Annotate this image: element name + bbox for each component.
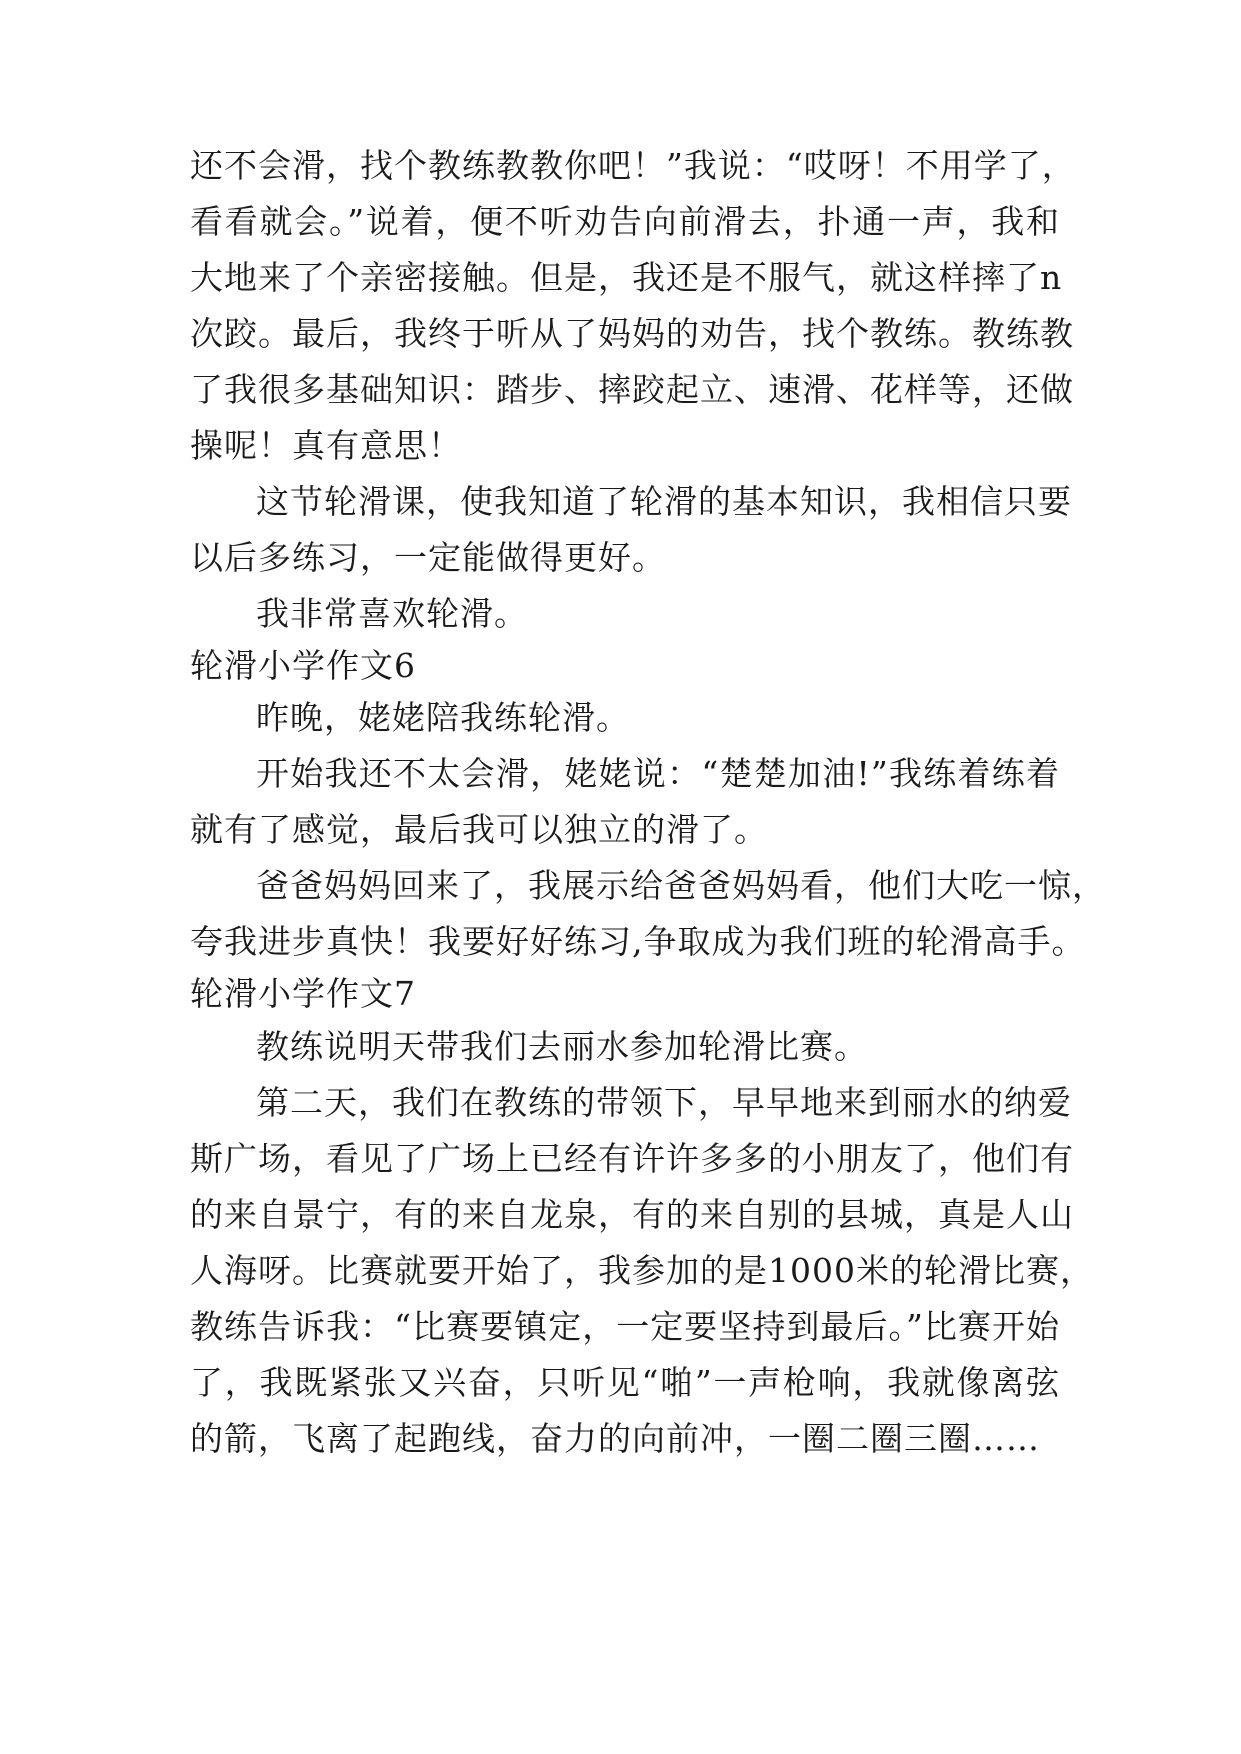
paragraph-line: 以后多练习，一定能做得更好。 (190, 538, 666, 577)
paragraph-line: 教练说明天带我们去丽水参加轮滑比赛。 (256, 1027, 868, 1066)
paragraph-line: 昨晚，姥姥陪我练轮滑。 (256, 698, 630, 737)
paragraph-line: 人海呀。比赛就要开始了，我参加的是1000米的轮滑比赛， (190, 1251, 1094, 1290)
paragraph-line: 的来自景宁，有的来自龙泉，有的来自别的县城，真是人山 (190, 1195, 1074, 1234)
section-heading: 轮滑小学作文6 (190, 646, 416, 685)
paragraph-line: 看看就会。”说着，便不听劝告向前滑去，扑通一声，我和 (190, 202, 1060, 241)
paragraph-line: 这节轮滑课，使我知道了轮滑的基本知识，我相信只要 (256, 482, 1072, 521)
paragraph-line: 了我很多基础知识：踏步、摔跤起立、速滑、花样等，还做 (190, 370, 1074, 409)
paragraph-line: 爸爸妈妈回来了，我展示给爸爸妈妈看，他们大吃一惊， (256, 866, 1106, 905)
paragraph-line: 大地来了个亲密接触。但是，我还是不服气，就这样摔了n (190, 258, 1063, 297)
paragraph-line: 了，我既紧张又兴奋，只听见“啪”一声枪响，我就像离弦 (190, 1363, 1060, 1402)
paragraph-line: 夸我进步真快！我要好好练习,争取成为我们班的轮滑高手。 (190, 922, 1086, 961)
paragraph-line: 还不会滑，找个教练教教你吧！”我说：“哎呀！不用学了， (190, 146, 1076, 185)
paragraph-line: 操呢！真有意思！ (190, 426, 462, 465)
paragraph-line: 开始我还不太会滑，姥姥说：“楚楚加油!”我练着练着 (256, 754, 1060, 793)
paragraph-line: 斯广场，看见了广场上已经有许许多多的小朋友了，他们有 (190, 1139, 1074, 1178)
paragraph-line: 我非常喜欢轮滑。 (256, 594, 528, 633)
paragraph-line: 就有了感觉，最后我可以独立的滑了。 (190, 810, 768, 849)
section-heading: 轮滑小学作文7 (190, 974, 416, 1013)
paragraph-line: 次跤。最后，我终于听从了妈妈的劝告，找个教练。教练教 (190, 314, 1074, 353)
paragraph-line: 第二天，我们在教练的带领下，早早地来到丽水的纳爱 (256, 1083, 1072, 1122)
paragraph-line: 的箭，飞离了起跑线，奋力的向前冲，一圈二圈三圈…… (190, 1419, 1040, 1458)
paragraph-line: 教练告诉我：“比赛要镇定，一定要坚持到最后。”比赛开始 (190, 1307, 1060, 1346)
